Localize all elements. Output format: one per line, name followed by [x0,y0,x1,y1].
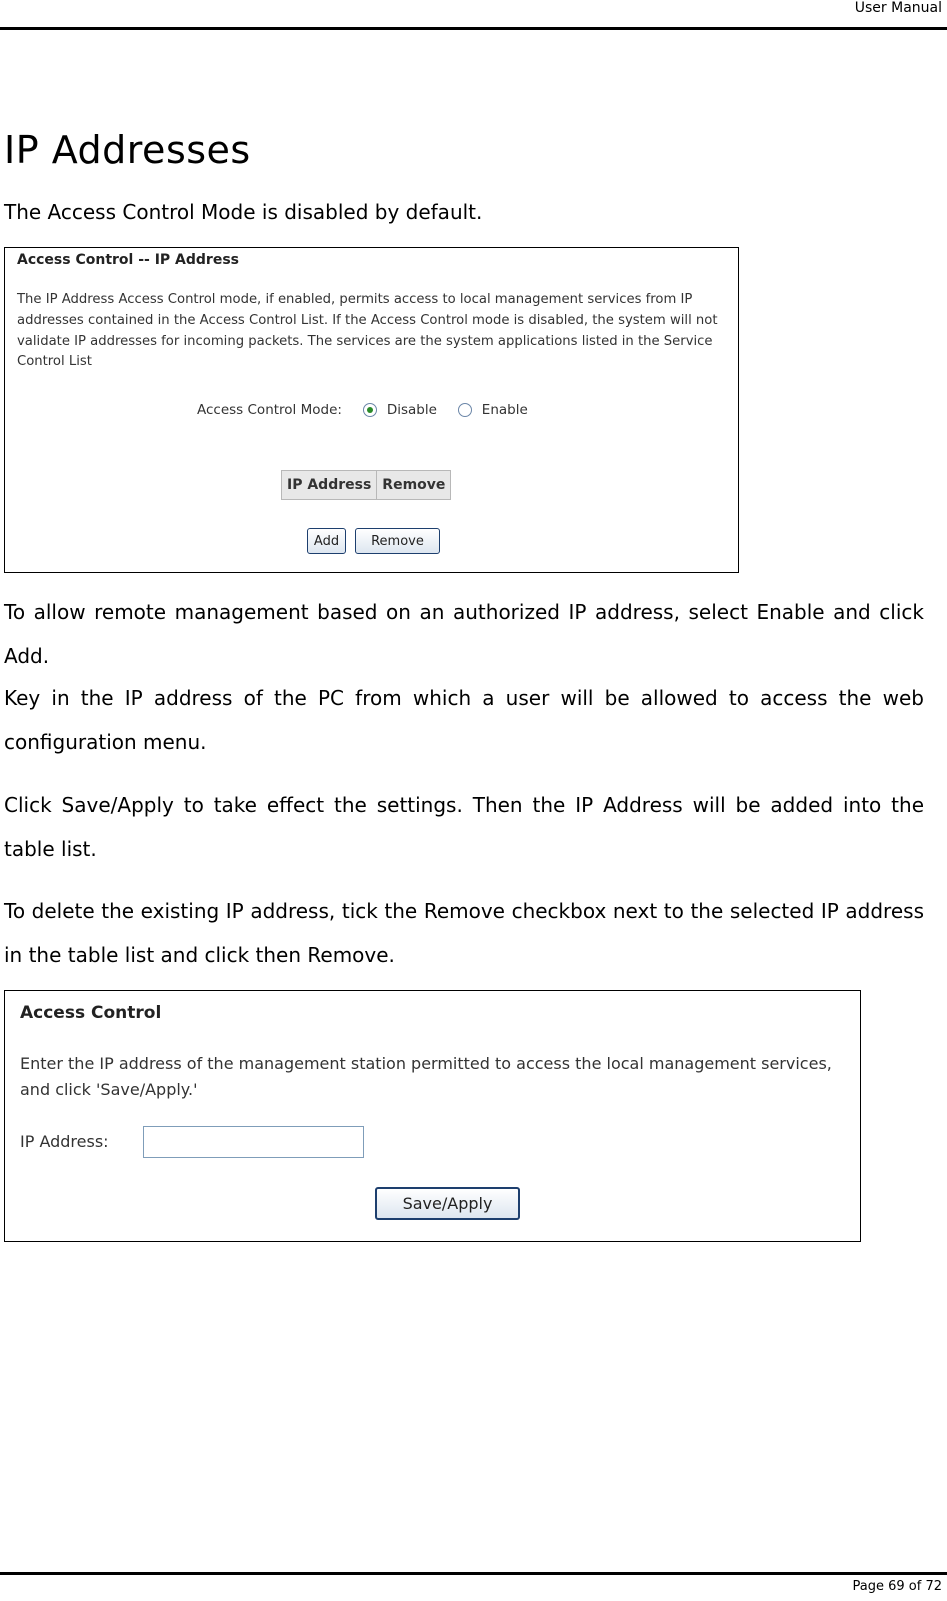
access-control-screenshot [4,990,861,1242]
remove-button[interactable]: Remove [355,528,440,554]
enable-instructions-paragraph: To allow remote management based on an authorized IP address, select Enable and click Add. [4,600,924,668]
key-in-ip-paragraph: Key in the IP address of the PC from which a user will be allowed to access the web configuration menu. [4,686,924,754]
footer-rule [0,1572,947,1575]
remove-column-header: Remove [377,471,451,500]
ip-address-table [281,470,451,500]
header-title: User Manual [854,0,942,16]
access-control-ip-screenshot [4,247,739,573]
header-rule [0,27,947,30]
ip-address-input[interactable] [143,1126,364,1158]
intro-paragraph: The Access Control Mode is disabled by default. [4,200,483,224]
panel-description: Enter the IP address of the management station permitted to access the local management services, and click 'Save/Apply.' [20,1054,832,1099]
enable-radio[interactable] [458,403,472,417]
save-apply-paragraph: Click Save/Apply to take effect the settings. Then the IP Address will be added into the table list. [4,793,924,861]
mode-label: Access Control Mode: [197,402,342,418]
enable-label: Enable [481,402,528,418]
section-title: IP Addresses [4,128,251,172]
ip-address-label: IP Address: [20,1132,109,1151]
page-number: Page 69 of 72 [852,1579,942,1594]
access-control-mode-row [197,402,528,418]
panel-description: The IP Address Access Control mode, if enabled, permits access to local management services from IP addresses contained in the Access Control List. If the Access Control mode is disabled, the system will not validate IP addresses for incoming packets. The services are the system applications listed in the Service Control List [17,292,718,370]
add-button[interactable]: Add [307,528,346,554]
panel-title: Access Control -- IP Address [17,252,239,268]
delete-ip-paragraph: To delete the existing IP address, tick the Remove checkbox next to the selected IP address in the table list and click then Remove. [4,899,924,967]
save-apply-button[interactable]: Save/Apply [375,1187,520,1220]
disable-label: Disable [386,402,437,418]
disable-radio[interactable] [363,403,377,417]
ip-address-column-header: IP Address [282,471,377,500]
panel-title: Access Control [20,1003,162,1023]
